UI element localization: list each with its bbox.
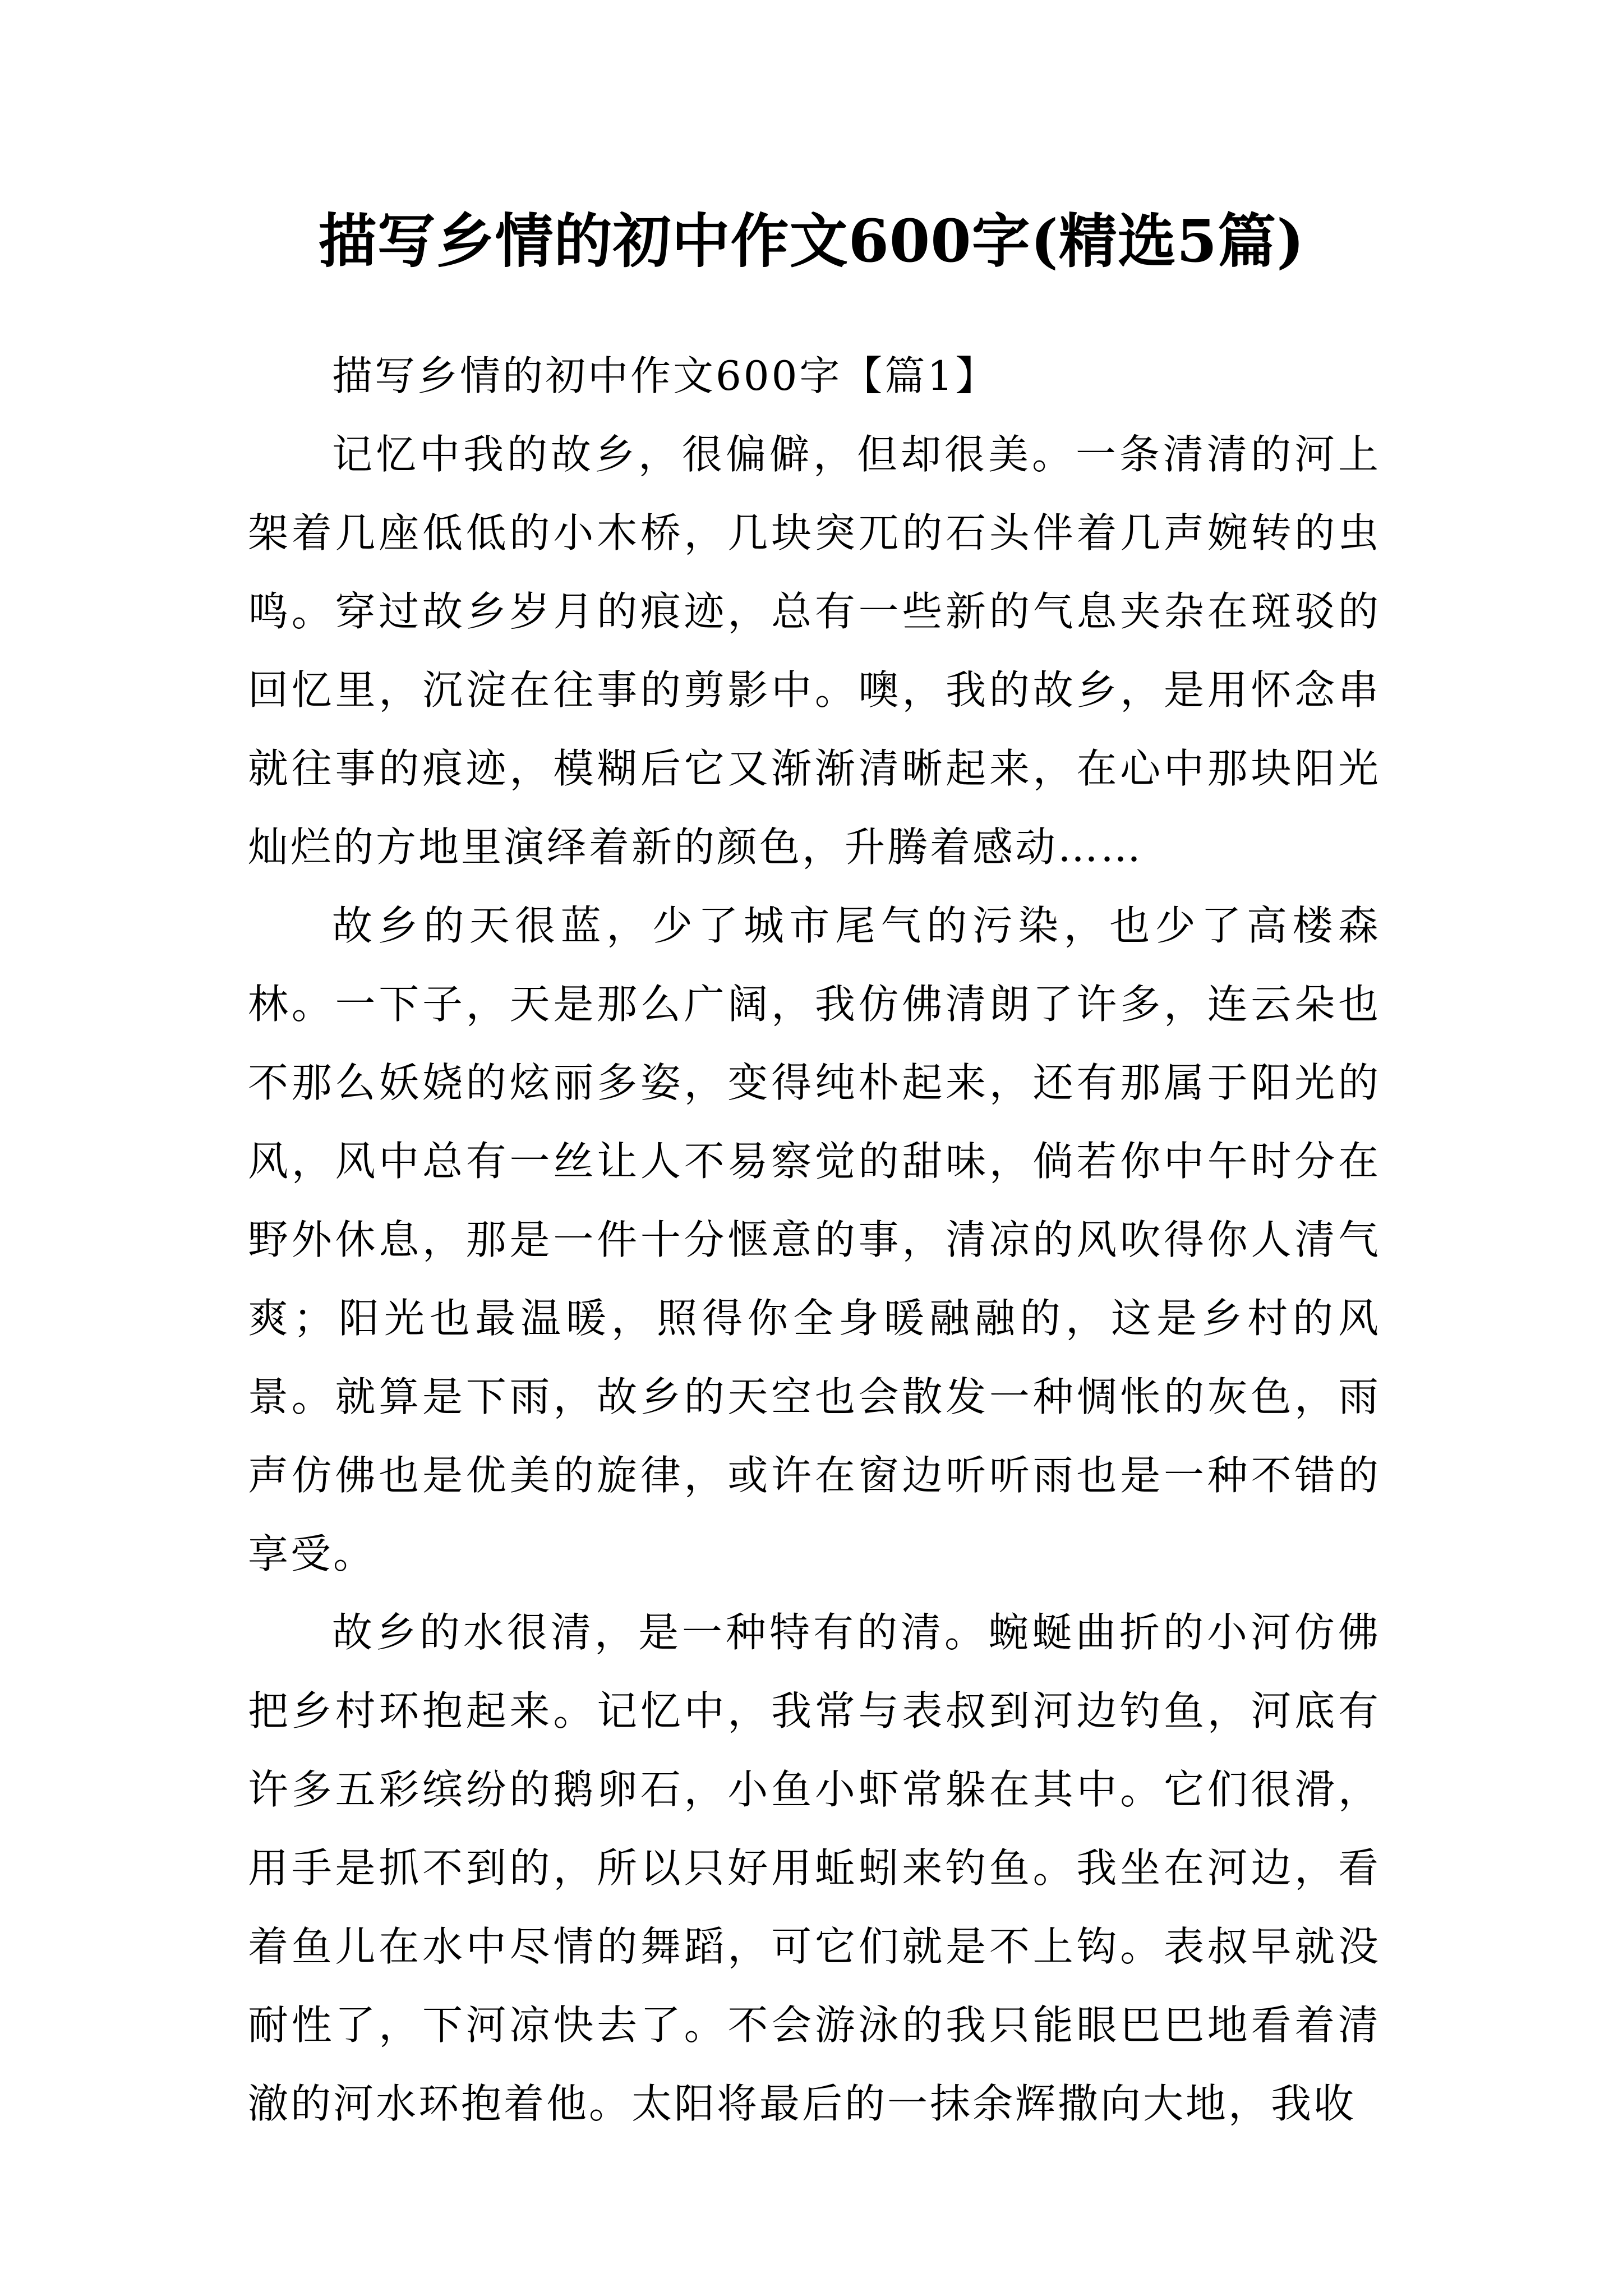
- document-body: [248, 337, 1381, 2143]
- document-title: 描写乡情的初中作文600字(精选5篇): [318, 206, 1305, 275]
- paragraph-2: 故乡的天很蓝，少了城市尾气的污染，也少了高楼森林。一下子，天是那么广阔，我仿佛清朗了许多，连云朵也不那么妖娆的炫丽多姿，变得纯朴起来，还有那属于阳光的风，风中总有一丝让人不易察觉的甜味，倘若你中午时分在野外休息，那是一件十分惬意的事，清凉的风吹得你人清气爽；阳光也最温暖，照得你全身暖融融的，这是乡村的风景。就算是下雨，故乡的天空也会散发一种惆怅的灰色，雨声仿佛也是优美的旋律，或许在窗边听听雨也是一种不错的享受。: [248, 902, 1381, 1577]
- paragraph-1: 记忆中我的故乡，很偏僻，但却很美。一条清清的河上架着几座低低的小木桥，几块突兀的石头伴着几声婉转的虫鸣。穿过故乡岁月的痕迹，总有一些新的气息夹杂在斑驳的回忆里，沉淀在往事的剪影中。噢，我的故乡，是用怀念串就往事的痕迹，模糊后它又渐渐清晰起来，在心中那块阳光灿烂的方地里演绎着新的颜色，升腾着感动……: [248, 431, 1381, 871]
- paragraph-3: 故乡的水很清，是一种特有的清。蜿蜒曲折的小河仿佛把乡村环抱起来。记忆中，我常与表叔到河边钓鱼，河底有许多五彩缤纷的鹅卵石，小鱼小虾常躲在其中。它们很滑，用手是抓不到的，所以只好用蚯蚓来钓鱼。我坐在河边，看着鱼儿在水中尽情的舞蹈，可它们就是不上钩。表叔早就没耐性了，下河凉快去了。不会游泳的我只能眼巴巴地看着清澈的河水环抱着他。太阳将最后的一抹余辉撒向大地，我收: [248, 1609, 1381, 2127]
- section-heading: 描写乡情的初中作文600字【篇1】: [332, 352, 998, 399]
